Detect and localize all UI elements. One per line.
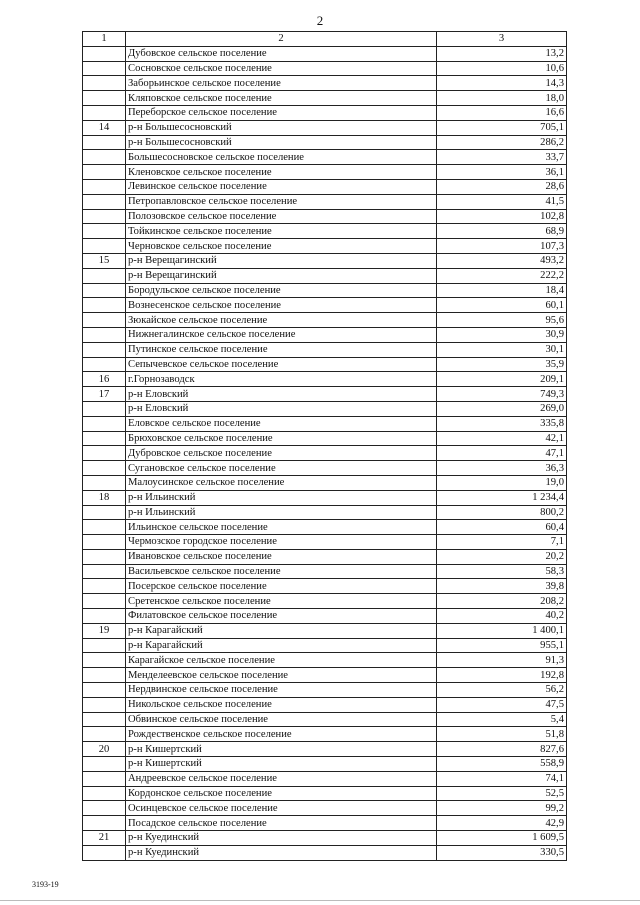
row-name-cell: Большесосновское сельское поселение [126,150,437,165]
table-row [83,461,567,476]
table-row [83,668,567,683]
row-value-cell: 39,8 [437,579,567,594]
row-number-cell [83,105,126,120]
row-number-cell [83,209,126,224]
row-number-cell [83,535,126,550]
row-value-cell: 99,2 [437,801,567,816]
row-value-cell: 19,0 [437,475,567,490]
row-value-cell: 558,9 [437,757,567,772]
row-number-cell [83,357,126,372]
row-name-cell: р-н Еловский [126,401,437,416]
table-row [83,831,567,846]
row-name-cell: Сосновское сельское поселение [126,61,437,76]
table-row [83,638,567,653]
table-row [83,697,567,712]
row-number-cell [83,461,126,476]
row-name-cell: Брюховское сельское поселение [126,431,437,446]
row-value-cell: 102,8 [437,209,567,224]
data-table [82,31,567,861]
table-row [83,76,567,91]
row-value-cell: 269,0 [437,401,567,416]
table-row [83,609,567,624]
row-number-cell: 17 [83,387,126,402]
table-row [83,387,567,402]
table-row [83,91,567,106]
table-row [83,120,567,135]
row-value-cell: 5,4 [437,712,567,727]
row-value-cell: 10,6 [437,61,567,76]
row-name-cell: Кляповское сельское поселение [126,91,437,106]
row-name-cell: р-н Кишертский [126,742,437,757]
row-value-cell: 1 234,4 [437,490,567,505]
row-name-cell: Нижнегалинское сельское поселение [126,327,437,342]
row-value-cell: 33,7 [437,150,567,165]
row-value-cell: 41,5 [437,194,567,209]
table-row [83,224,567,239]
table-row [83,268,567,283]
table-row [83,416,567,431]
table-row [83,490,567,505]
row-number-cell [83,579,126,594]
row-number-cell [83,697,126,712]
table-row [83,475,567,490]
row-name-cell: Менделеевское сельское поселение [126,668,437,683]
table-row [83,298,567,313]
row-name-cell: Путинское сельское поселение [126,342,437,357]
table-row [83,505,567,520]
row-value-cell: 330,5 [437,845,567,860]
table-row [83,653,567,668]
row-value-cell: 30,1 [437,342,567,357]
row-name-cell: Дубовское сельское поселение [126,46,437,61]
row-value-cell: 68,9 [437,224,567,239]
row-name-cell: Ильинское сельское поселение [126,520,437,535]
table-row [83,357,567,372]
table-row [83,594,567,609]
row-number-cell [83,194,126,209]
table-row [83,742,567,757]
table-row [83,845,567,860]
table-row [83,771,567,786]
table-row [83,105,567,120]
row-name-cell: р-н Большесосновский [126,120,437,135]
table-row [83,150,567,165]
row-value-cell: 52,5 [437,786,567,801]
row-name-cell: Тойкинское сельское поселение [126,224,437,239]
row-name-cell: Васильевское сельское поселение [126,564,437,579]
row-number-cell [83,150,126,165]
row-number-cell [83,224,126,239]
row-number-cell [83,446,126,461]
row-name-cell: Вознесенское сельское поселение [126,298,437,313]
row-number-cell [83,91,126,106]
row-value-cell: 955,1 [437,638,567,653]
row-value-cell: 56,2 [437,683,567,698]
row-name-cell: Рождественское сельское поселение [126,727,437,742]
row-value-cell: 7,1 [437,535,567,550]
row-name-cell: Полозовское сельское поселение [126,209,437,224]
table-header-row [83,32,567,47]
table-row [83,253,567,268]
row-name-cell: Кордонское сельское поселение [126,786,437,801]
row-name-cell: р-н Карагайский [126,623,437,638]
row-number-cell [83,179,126,194]
row-value-cell: 14,3 [437,76,567,91]
row-name-cell: Зюкайское сельское поселение [126,313,437,328]
row-number-cell [83,61,126,76]
table-row [83,327,567,342]
table-row [83,179,567,194]
row-value-cell: 1 609,5 [437,831,567,846]
row-number-cell [83,431,126,446]
row-number-cell [83,283,126,298]
row-name-cell: Обвинское сельское поселение [126,712,437,727]
row-value-cell: 827,6 [437,742,567,757]
row-value-cell: 107,3 [437,239,567,254]
table-row [83,313,567,328]
row-name-cell: Переборское сельское поселение [126,105,437,120]
row-name-cell: Бородульское сельское поселение [126,283,437,298]
row-value-cell: 42,9 [437,816,567,831]
table-row [83,431,567,446]
table-row [83,579,567,594]
row-value-cell: 60,1 [437,298,567,313]
row-value-cell: 208,2 [437,594,567,609]
column-header-name: 2 [126,32,437,47]
row-number-cell [83,668,126,683]
row-value-cell: 28,6 [437,179,567,194]
row-value-cell: 1 400,1 [437,623,567,638]
row-name-cell: Сугановское сельское поселение [126,461,437,476]
row-number-cell [83,342,126,357]
row-name-cell: Черновское сельское поселение [126,239,437,254]
row-value-cell: 20,2 [437,549,567,564]
row-value-cell: 35,9 [437,357,567,372]
table-row [83,194,567,209]
row-number-cell [83,549,126,564]
row-value-cell: 36,3 [437,461,567,476]
table-row [83,283,567,298]
row-name-cell: р-н Ильинский [126,505,437,520]
row-number-cell [83,771,126,786]
row-value-cell: 18,4 [437,283,567,298]
row-value-cell: 51,8 [437,727,567,742]
table-row [83,801,567,816]
row-name-cell: Филатовское сельское поселение [126,609,437,624]
row-name-cell: Никольское сельское поселение [126,697,437,712]
row-name-cell: Андреевское сельское поселение [126,771,437,786]
row-number-cell: 21 [83,831,126,846]
row-value-cell: 13,2 [437,46,567,61]
table-row [83,209,567,224]
row-number-cell [83,135,126,150]
row-name-cell: Сепычевское сельское поселение [126,357,437,372]
table-row [83,564,567,579]
row-value-cell: 30,9 [437,327,567,342]
column-header-value: 3 [437,32,567,47]
row-value-cell: 95,6 [437,313,567,328]
row-name-cell: Сретенское сельское поселение [126,594,437,609]
table-row [83,816,567,831]
table-row [83,683,567,698]
row-number-cell: 14 [83,120,126,135]
row-value-cell: 58,3 [437,564,567,579]
table-row [83,342,567,357]
row-value-cell: 42,1 [437,431,567,446]
row-value-cell: 705,1 [437,120,567,135]
row-value-cell: 493,2 [437,253,567,268]
row-name-cell: Посерское сельское поселение [126,579,437,594]
row-name-cell: Чермозское городское поселение [126,535,437,550]
row-name-cell: р-н Куединский [126,845,437,860]
table-row [83,61,567,76]
document-code: 3193-19 [32,880,59,889]
page-bottom-edge [0,900,640,901]
table-row [83,135,567,150]
row-number-cell [83,520,126,535]
row-name-cell: Осинцевское сельское поселение [126,801,437,816]
table-body [83,46,567,860]
row-number-cell [83,653,126,668]
row-value-cell: 16,6 [437,105,567,120]
table-row [83,165,567,180]
table-row [83,786,567,801]
row-value-cell: 286,2 [437,135,567,150]
row-number-cell: 18 [83,490,126,505]
row-name-cell: Левинское сельское поселение [126,179,437,194]
row-name-cell: р-н Кишертский [126,757,437,772]
table-row [83,239,567,254]
row-number-cell [83,594,126,609]
row-name-cell: Нердвинское сельское поселение [126,683,437,698]
row-number-cell [83,165,126,180]
table-row [83,757,567,772]
table-row [83,535,567,550]
row-name-cell: р-н Карагайский [126,638,437,653]
row-name-cell: Малоусинское сельское поселение [126,475,437,490]
row-number-cell: 16 [83,372,126,387]
row-value-cell: 47,1 [437,446,567,461]
table-row [83,46,567,61]
row-name-cell: Посадское сельское поселение [126,816,437,831]
row-number-cell [83,564,126,579]
row-number-cell [83,712,126,727]
row-number-cell [83,298,126,313]
row-number-cell [83,76,126,91]
row-number-cell: 20 [83,742,126,757]
row-name-cell: р-н Верещагинский [126,268,437,283]
row-number-cell [83,268,126,283]
row-number-cell: 15 [83,253,126,268]
table-row [83,727,567,742]
row-name-cell: р-н Большесосновский [126,135,437,150]
table-row [83,712,567,727]
row-number-cell [83,757,126,772]
row-name-cell: Еловское сельское поселение [126,416,437,431]
row-name-cell: р-н Еловский [126,387,437,402]
row-number-cell [83,786,126,801]
row-number-cell [83,683,126,698]
row-number-cell [83,313,126,328]
row-number-cell [83,816,126,831]
row-number-cell [83,475,126,490]
row-number-cell [83,727,126,742]
table-row [83,401,567,416]
row-value-cell: 749,3 [437,387,567,402]
row-value-cell: 18,0 [437,91,567,106]
row-value-cell: 209,1 [437,372,567,387]
row-number-cell [83,845,126,860]
row-name-cell: Карагайское сельское поселение [126,653,437,668]
row-name-cell: Заборьинское сельское поселение [126,76,437,91]
row-name-cell: Ивановское сельское поселение [126,549,437,564]
row-number-cell [83,416,126,431]
table-row [83,446,567,461]
row-value-cell: 800,2 [437,505,567,520]
column-header-number: 1 [83,32,126,47]
row-name-cell: р-н Верещагинский [126,253,437,268]
table-row [83,372,567,387]
row-value-cell: 47,5 [437,697,567,712]
row-value-cell: 74,1 [437,771,567,786]
row-number-cell [83,638,126,653]
row-name-cell: г.Горнозаводск [126,372,437,387]
row-number-cell [83,239,126,254]
row-number-cell [83,401,126,416]
row-name-cell: Кленовское сельское поселение [126,165,437,180]
row-name-cell: Дубровское сельское поселение [126,446,437,461]
row-value-cell: 40,2 [437,609,567,624]
row-value-cell: 36,1 [437,165,567,180]
row-value-cell: 335,8 [437,416,567,431]
page-number: 2 [316,13,324,28]
row-number-cell [83,327,126,342]
row-value-cell: 91,3 [437,653,567,668]
table-row [83,549,567,564]
row-name-cell: р-н Ильинский [126,490,437,505]
table-row [83,623,567,638]
row-name-cell: Петропавловское сельское поселение [126,194,437,209]
row-value-cell: 60,4 [437,520,567,535]
row-name-cell: р-н Куединский [126,831,437,846]
row-number-cell [83,505,126,520]
row-number-cell [83,46,126,61]
row-value-cell: 222,2 [437,268,567,283]
row-value-cell: 192,8 [437,668,567,683]
row-number-cell: 19 [83,623,126,638]
row-number-cell [83,609,126,624]
row-number-cell [83,801,126,816]
table-row [83,520,567,535]
